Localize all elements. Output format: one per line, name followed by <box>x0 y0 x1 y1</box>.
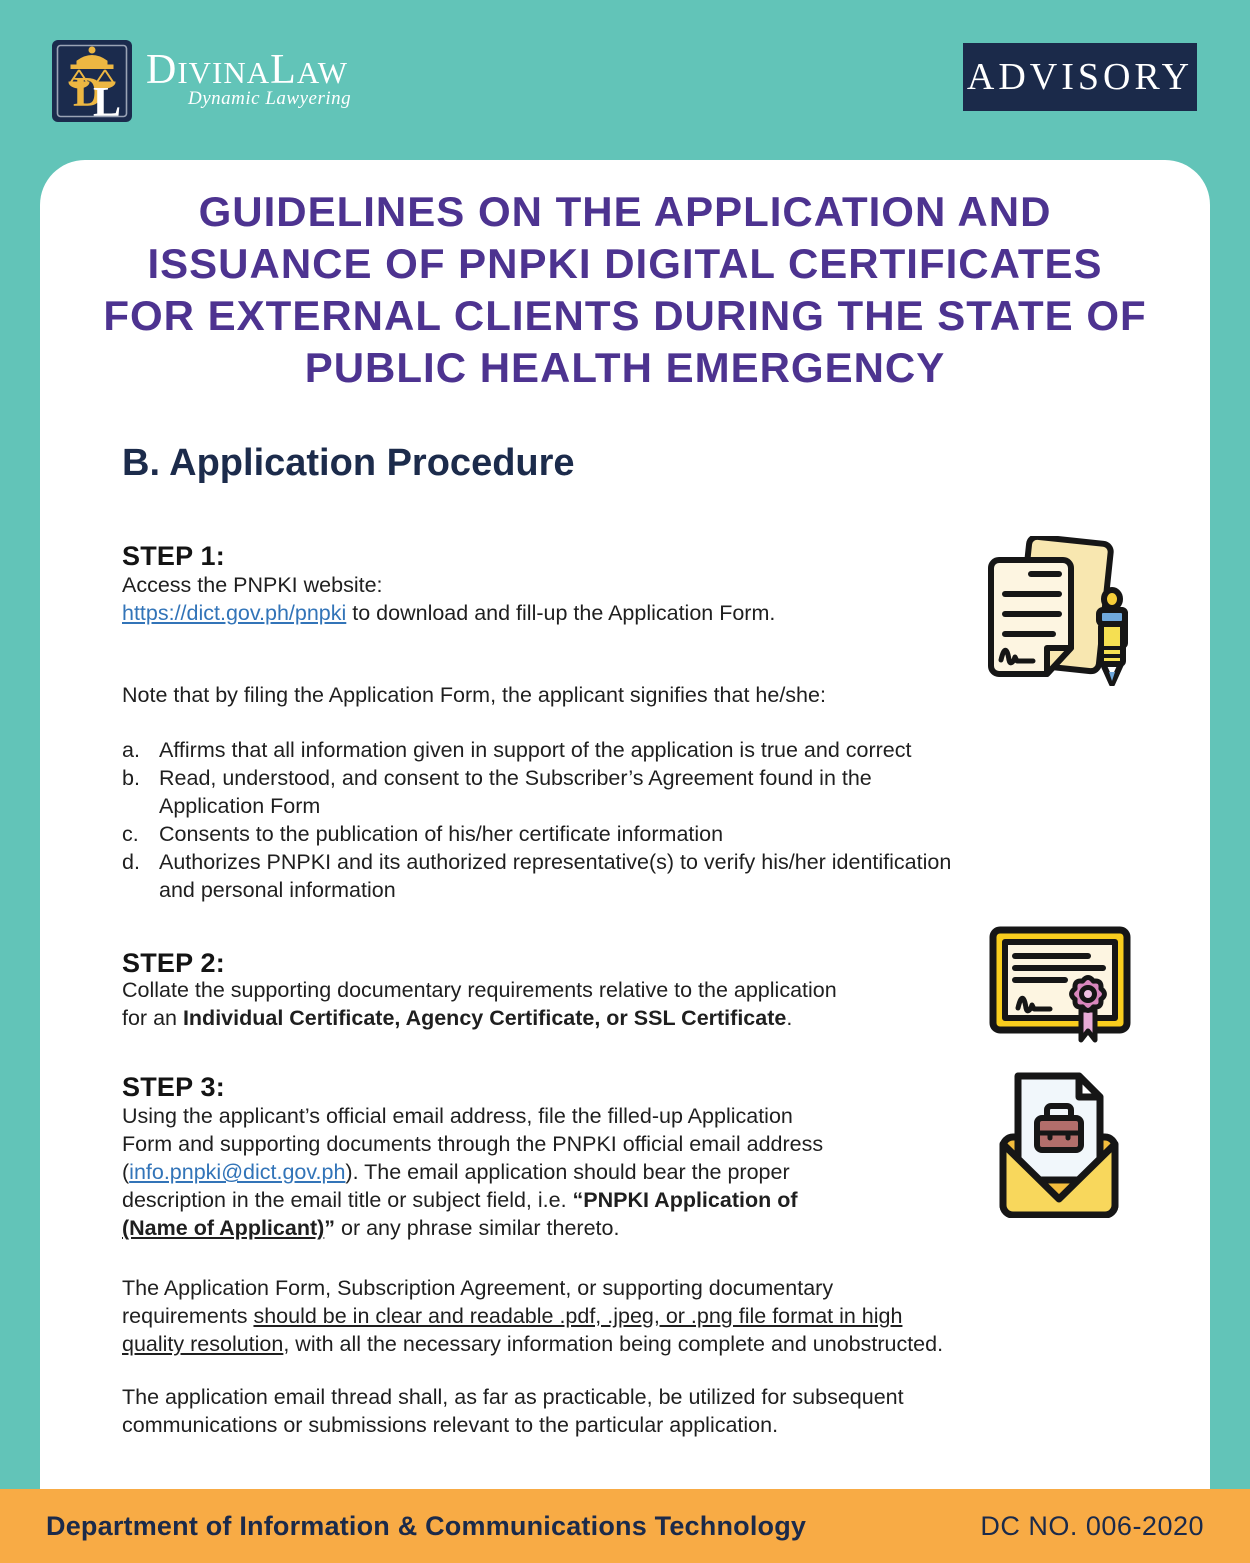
list-item <box>122 764 1122 820</box>
step3-p2-line <box>122 1302 1162 1330</box>
footer-doc-number: DC NO. 006-2020 <box>980 1510 1204 1541</box>
list-item-letter: c. <box>122 822 139 846</box>
step3-p3-line: communications or submissions relevant to the particular application. <box>122 1413 779 1437</box>
step3-paragraph1 <box>122 1102 1002 1242</box>
file-format-underline: quality resolution <box>122 1332 284 1356</box>
step2-line2 <box>122 1004 1002 1032</box>
step1-line2-rest: to download and fill-up the Application Form. <box>346 601 776 625</box>
page-title-line: GUIDELINES ON THE APPLICATION AND <box>198 188 1052 235</box>
brand-seg: D <box>146 47 178 93</box>
step3-p1-line <box>122 1158 1002 1186</box>
list-item-line: Authorizes PNPKI and its authorized representative(s) to verify his/her identification <box>159 850 952 874</box>
step3-p1-l4-pre: description in the email title or subject field, i.e. <box>122 1188 573 1212</box>
step3-p1-l5-post: or any phrase similar thereto. <box>335 1216 620 1240</box>
section-heading: B. Application Procedure <box>122 442 575 484</box>
scales-of-justice-icon <box>52 70 132 126</box>
step1-body <box>122 571 982 627</box>
step2-body <box>122 976 1002 1032</box>
advisory-label: ADVISORY <box>966 56 1194 98</box>
step3-p1-line: Using the applicant’s official email address, file the filled-up Application <box>122 1104 793 1128</box>
step3-heading: STEP 3: <box>122 1072 225 1102</box>
step3-p2-line: The Application Form, Subscription Agreement, or supporting documentary <box>122 1276 834 1300</box>
applicant-name-bold-underline: (Name of Applicant) <box>122 1216 325 1240</box>
step2-line2-pre: for an <box>122 1006 183 1030</box>
page-title-line: ISSUANCE OF PNPKI DIGITAL CERTIFICATES <box>147 240 1103 287</box>
file-format-underline: should be in clear and readable .pdf, .jpeg, or .png file format in high <box>253 1304 903 1328</box>
brand-seg: IVINA <box>177 55 271 90</box>
brand-seg: AW <box>296 55 348 90</box>
page-title-line: FOR EXTERNAL CLIENTS DURING THE STATE OF <box>103 292 1147 339</box>
step3-p1-l3-pre: ( <box>122 1160 130 1184</box>
list-item-line: Consents to the publication of his/her certificate information <box>159 822 724 846</box>
step3-p2-line <box>122 1330 1162 1358</box>
mail-with-document-icon <box>997 1066 1121 1223</box>
step3-p1-line: Form and supporting documents through the PNPKI official email address <box>122 1132 824 1156</box>
brand-tagline: Dynamic Lawyering <box>188 88 352 109</box>
brand-seg: L <box>270 47 297 93</box>
step2-heading: STEP 2: <box>122 948 225 978</box>
step3-paragraph2 <box>122 1274 1162 1358</box>
closing-quote-bold: ” <box>324 1216 336 1240</box>
step3-p2-l2-pre: requirements <box>122 1304 254 1328</box>
list-item-letter: a. <box>122 738 140 762</box>
pnpki-website-link[interactable]: https://dict.gov.ph/pnpki <box>122 601 347 625</box>
step3-p1-l3-post: ). The email application should bear the proper <box>345 1160 790 1184</box>
list-item-letter: b. <box>122 766 140 790</box>
divinalaw-logo <box>52 40 132 122</box>
monogram-letter-d: D <box>73 70 104 116</box>
pnpki-email-link[interactable]: info.pnpki@dict.gov.ph <box>129 1160 346 1184</box>
footer-department: Department of Information & Communications Technology <box>46 1510 807 1541</box>
list-item <box>122 848 1122 904</box>
list-item-line: Application Form <box>159 794 321 818</box>
certificate-icon <box>985 918 1135 1058</box>
step2-line2-post: . <box>786 1006 793 1030</box>
list-item-letter: d. <box>122 850 140 874</box>
step3-p2-l3-post: , with all the necessary information being complete and unobstructed. <box>283 1332 944 1356</box>
requirements-list <box>122 736 1122 904</box>
advisory-badge <box>963 43 1197 111</box>
step1-line2 <box>122 599 982 627</box>
step3-p3-line: The application email thread shall, as far as practicable, be utilized for subsequent <box>122 1385 904 1409</box>
page-title <box>40 186 1210 394</box>
list-item <box>122 820 1122 848</box>
list-item-line: Affirms that all information given in support of the application is true and correct <box>159 738 912 762</box>
page-title-line: PUBLIC HEALTH EMERGENCY <box>304 344 946 391</box>
monogram-letter-l: L <box>93 80 122 122</box>
certificate-types-bold: Individual Certificate, Agency Certificate, or SSL Certificate <box>182 1006 787 1030</box>
step3-p1-line <box>122 1186 1002 1214</box>
brand-wordmark <box>146 46 348 94</box>
footer-bar <box>0 1489 1250 1563</box>
step2-line1: Collate the supporting documentary requirements relative to the application <box>122 978 837 1002</box>
step3-p1-line <box>122 1214 1002 1242</box>
step3-paragraph3 <box>122 1383 1162 1439</box>
documents-and-pen-icon <box>983 536 1133 691</box>
list-item <box>122 736 1122 764</box>
step1-line1: Access the PNPKI website: <box>122 573 383 597</box>
subject-line-bold: “PNPKI Application of <box>572 1188 798 1212</box>
list-item-line: Read, understood, and consent to the Subscriber’s Agreement found in the <box>159 766 872 790</box>
step1-note: Note that by filing the Application Form, the applicant signifies that he/she: <box>122 683 826 707</box>
step1-heading: STEP 1: <box>122 541 225 571</box>
list-item-line: and personal information <box>159 878 396 902</box>
